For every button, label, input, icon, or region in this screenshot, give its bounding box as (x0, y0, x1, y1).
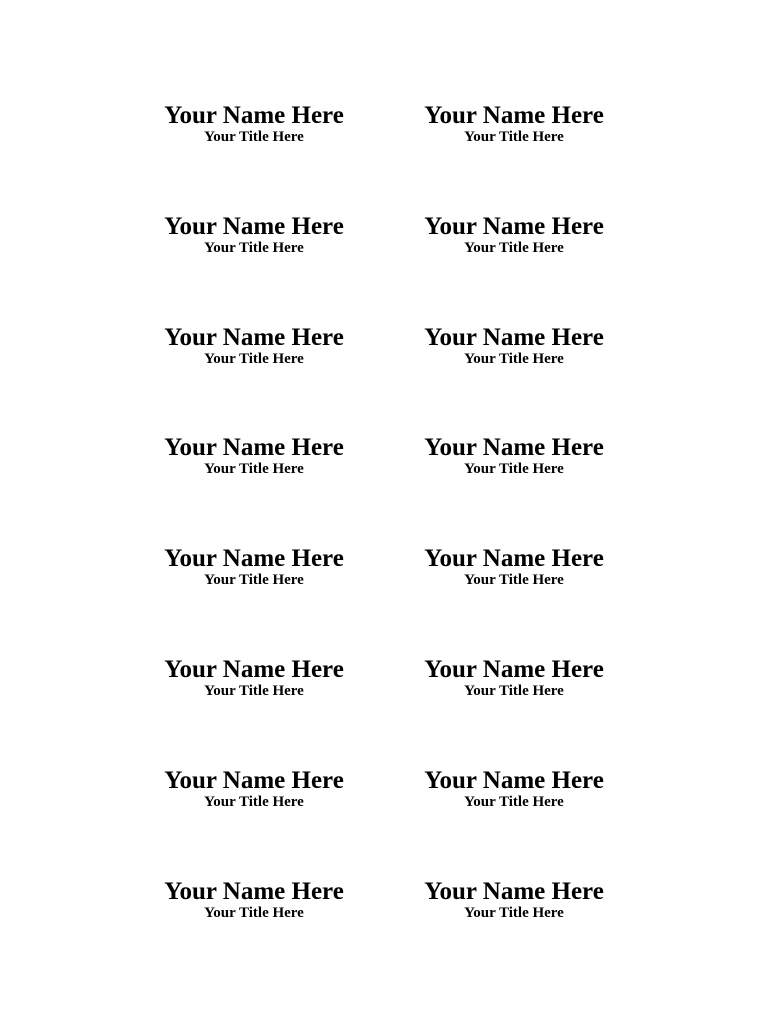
name-card-content (384, 324, 644, 368)
card-name: Your Name Here (164, 877, 344, 905)
card-title: Your Title Here (204, 572, 304, 589)
card-name: Your Name Here (424, 323, 604, 351)
name-card (124, 846, 384, 957)
card-title: Your Title Here (464, 682, 564, 699)
name-card-content (124, 767, 384, 811)
name-card (384, 70, 644, 181)
name-card (384, 292, 644, 403)
name-card (384, 402, 644, 513)
card-title: Your Title Here (464, 904, 564, 921)
name-card-content (124, 213, 384, 257)
card-title: Your Title Here (464, 129, 564, 145)
name-card-content (124, 434, 384, 478)
card-name: Your Name Here (424, 545, 604, 573)
name-card (124, 181, 384, 292)
card-name: Your Name Here (424, 434, 604, 462)
card-name: Your Name Here (164, 766, 344, 794)
name-card-grid (124, 70, 644, 956)
name-card (124, 402, 384, 513)
card-name: Your Name Here (164, 212, 344, 240)
name-card (124, 70, 384, 181)
name-card-content (124, 102, 384, 146)
card-title: Your Title Here (464, 239, 564, 256)
name-card (384, 624, 644, 735)
name-card-content (384, 102, 644, 146)
name-card-content (384, 213, 644, 257)
name-card (124, 513, 384, 624)
name-card-content (124, 878, 384, 922)
card-name: Your Name Here (164, 434, 344, 462)
card-title: Your Title Here (464, 793, 564, 810)
card-name: Your Name Here (424, 766, 604, 794)
name-card (384, 846, 644, 957)
name-card (384, 181, 644, 292)
name-card-content (124, 545, 384, 589)
card-name: Your Name Here (164, 323, 344, 351)
card-title: Your Title Here (464, 350, 564, 367)
card-name: Your Name Here (424, 655, 604, 683)
card-name: Your Name Here (164, 545, 344, 573)
name-card-content (384, 767, 644, 811)
name-card-content (384, 878, 644, 922)
card-name: Your Name Here (164, 655, 344, 683)
name-card (384, 735, 644, 846)
card-title: Your Title Here (204, 793, 304, 810)
name-card-content (384, 434, 644, 478)
card-name: Your Name Here (424, 877, 604, 905)
card-title: Your Title Here (204, 904, 304, 921)
card-title: Your Title Here (204, 682, 304, 699)
name-card (124, 735, 384, 846)
name-card-content (124, 324, 384, 368)
name-card-content (384, 545, 644, 589)
card-title: Your Title Here (464, 572, 564, 589)
card-title: Your Title Here (204, 129, 304, 145)
name-card-content (124, 656, 384, 700)
card-name: Your Name Here (424, 102, 604, 129)
name-card-content (384, 656, 644, 700)
name-card (124, 292, 384, 403)
card-title: Your Title Here (204, 461, 304, 478)
name-card (384, 513, 644, 624)
name-card (124, 624, 384, 735)
card-title: Your Title Here (204, 350, 304, 367)
card-title: Your Title Here (204, 239, 304, 256)
card-name: Your Name Here (164, 102, 344, 129)
card-title: Your Title Here (464, 461, 564, 478)
card-name: Your Name Here (424, 212, 604, 240)
